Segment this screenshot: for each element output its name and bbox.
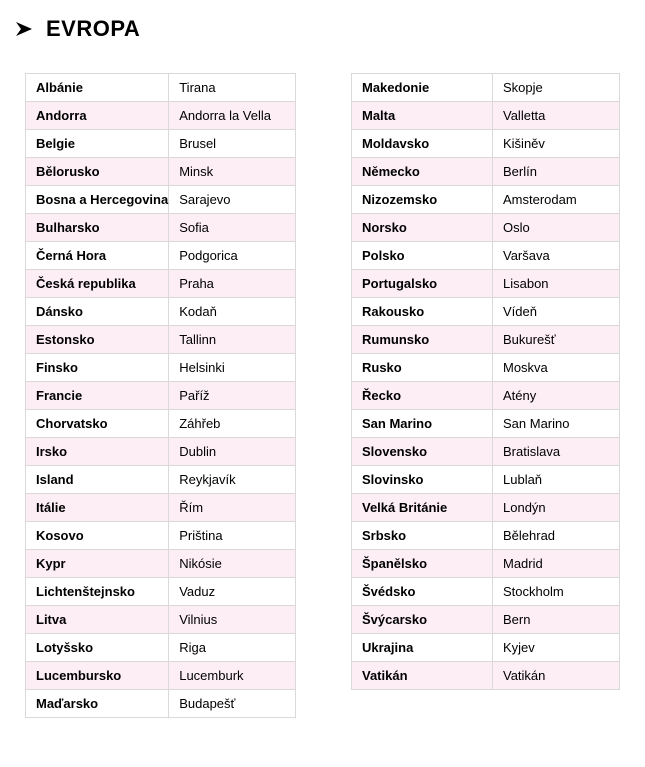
capital-name-cell: Atény [493,382,620,410]
table-row [26,662,296,690]
capital-name-cell: Berlín [493,158,620,186]
country-name-cell: Rumunsko [352,326,493,354]
capital-name-cell: Podgorica [169,242,296,270]
capital-name-cell: Reykjavík [169,466,296,494]
capital-name-cell: Dublin [169,438,296,466]
country-name-cell: Dánsko [26,298,169,326]
capital-name-cell: Nikósie [169,550,296,578]
country-name-cell: Velká Británie [352,494,493,522]
capital-name-cell: Záhřeb [169,410,296,438]
table-row [352,438,620,466]
table-row [352,242,620,270]
table-row [26,326,296,354]
countries-table-left [25,73,296,718]
country-name-cell: Litva [26,606,169,634]
capital-name-cell: Madrid [493,550,620,578]
country-name-cell: San Marino [352,410,493,438]
table-row [26,494,296,522]
capital-name-cell: Vatikán [493,662,620,690]
table-row [26,410,296,438]
country-name-cell: Irsko [26,438,169,466]
table-row [352,186,620,214]
table-row [352,130,620,158]
table-row [352,494,620,522]
country-name-cell: Černá Hora [26,242,169,270]
page-title: EVROPA [46,16,141,41]
country-name-cell: Estonsko [26,326,169,354]
table-row [352,466,620,494]
capital-name-cell: Tallinn [169,326,296,354]
table-row [26,634,296,662]
capital-name-cell: Londýn [493,494,620,522]
country-name-cell: Lichtenštejnsko [26,578,169,606]
country-name-cell: Island [26,466,169,494]
capital-name-cell: Moskva [493,354,620,382]
capital-name-cell: Priština [169,522,296,550]
country-name-cell: Maďarsko [26,690,169,718]
capital-name-cell: Bukurešť [493,326,620,354]
country-name-cell: Lotyšsko [26,634,169,662]
country-name-cell: Slovensko [352,438,493,466]
country-name-cell: Rakousko [352,298,493,326]
capital-name-cell: Amsterodam [493,186,620,214]
country-name-cell: Itálie [26,494,169,522]
country-name-cell: Kypr [26,550,169,578]
capital-name-cell: Skopje [493,74,620,102]
country-name-cell: Chorvatsko [26,410,169,438]
country-name-cell: Řecko [352,382,493,410]
country-name-cell: Bosna a Hercegovina [26,186,169,214]
table-row [352,102,620,130]
table-row [26,214,296,242]
table-row [352,382,620,410]
country-name-cell: Bulharsko [26,214,169,242]
capital-name-cell: Helsinki [169,354,296,382]
capital-name-cell: Bratislava [493,438,620,466]
country-name-cell: Albánie [26,74,169,102]
capital-name-cell: Vaduz [169,578,296,606]
country-name-cell: Belgie [26,130,169,158]
table-row [26,158,296,186]
countries-table-right [351,73,620,690]
table-row [26,382,296,410]
capital-name-cell: Stockholm [493,578,620,606]
capital-name-cell: Kišiněv [493,130,620,158]
table-row [352,214,620,242]
table-row [352,270,620,298]
capital-name-cell: Vídeň [493,298,620,326]
table-row [352,606,620,634]
capital-name-cell: Praha [169,270,296,298]
table-row [26,130,296,158]
section-heading [14,12,140,46]
capital-name-cell: Valletta [493,102,620,130]
country-name-cell: Nizozemsko [352,186,493,214]
capital-name-cell: Riga [169,634,296,662]
country-name-cell: Ukrajina [352,634,493,662]
country-name-cell: Srbsko [352,522,493,550]
capital-name-cell: Budapešť [169,690,296,718]
table-row [352,74,620,102]
country-name-cell: Kosovo [26,522,169,550]
table-row [26,690,296,718]
table-row [352,298,620,326]
capital-name-cell: Lucemburk [169,662,296,690]
country-name-cell: Finsko [26,354,169,382]
table-row [26,242,296,270]
table-row [352,326,620,354]
table-row [352,410,620,438]
table-row [352,662,620,690]
country-name-cell: Bělorusko [26,158,169,186]
table-row [352,158,620,186]
table-row [26,578,296,606]
country-name-cell: Česká republika [26,270,169,298]
table-row [352,354,620,382]
country-name-cell: Německo [352,158,493,186]
capital-name-cell: San Marino [493,410,620,438]
table-row [26,270,296,298]
capital-name-cell: Andorra la Vella [169,102,296,130]
table-row [26,354,296,382]
country-name-cell: Španělsko [352,550,493,578]
capital-name-cell: Bern [493,606,620,634]
capital-name-cell: Lublaň [493,466,620,494]
capital-name-cell: Lisabon [493,270,620,298]
country-name-cell: Portugalsko [352,270,493,298]
table-row [26,74,296,102]
capital-name-cell: Sofia [169,214,296,242]
capital-name-cell: Sarajevo [169,186,296,214]
capital-name-cell: Bělehrad [493,522,620,550]
country-name-cell: Rusko [352,354,493,382]
capital-name-cell: Vilnius [169,606,296,634]
country-name-cell: Lucembursko [26,662,169,690]
capital-name-cell: Kodaň [169,298,296,326]
table-row [26,298,296,326]
country-name-cell: Andorra [26,102,169,130]
table-row [26,186,296,214]
table-row [26,438,296,466]
capital-name-cell: Řím [169,494,296,522]
table-row [352,550,620,578]
capital-name-cell: Varšava [493,242,620,270]
country-name-cell: Makedonie [352,74,493,102]
country-name-cell: Francie [26,382,169,410]
country-name-cell: Slovinsko [352,466,493,494]
table-row [26,522,296,550]
capital-name-cell: Oslo [493,214,620,242]
capital-name-cell: Tirana [169,74,296,102]
country-name-cell: Vatikán [352,662,493,690]
country-name-cell: Švédsko [352,578,493,606]
capital-name-cell: Kyjev [493,634,620,662]
country-name-cell: Norsko [352,214,493,242]
country-name-cell: Polsko [352,242,493,270]
table-row [352,522,620,550]
country-name-cell: Malta [352,102,493,130]
table-row [26,550,296,578]
country-name-cell: Švýcarsko [352,606,493,634]
capital-name-cell: Paříž [169,382,296,410]
country-name-cell: Moldavsko [352,130,493,158]
table-row [352,578,620,606]
table-row [26,102,296,130]
table-row [26,606,296,634]
capital-name-cell: Brusel [169,130,296,158]
table-row [26,466,296,494]
capital-name-cell: Minsk [169,158,296,186]
arrowhead-bullet-icon [14,19,34,39]
table-row [352,634,620,662]
